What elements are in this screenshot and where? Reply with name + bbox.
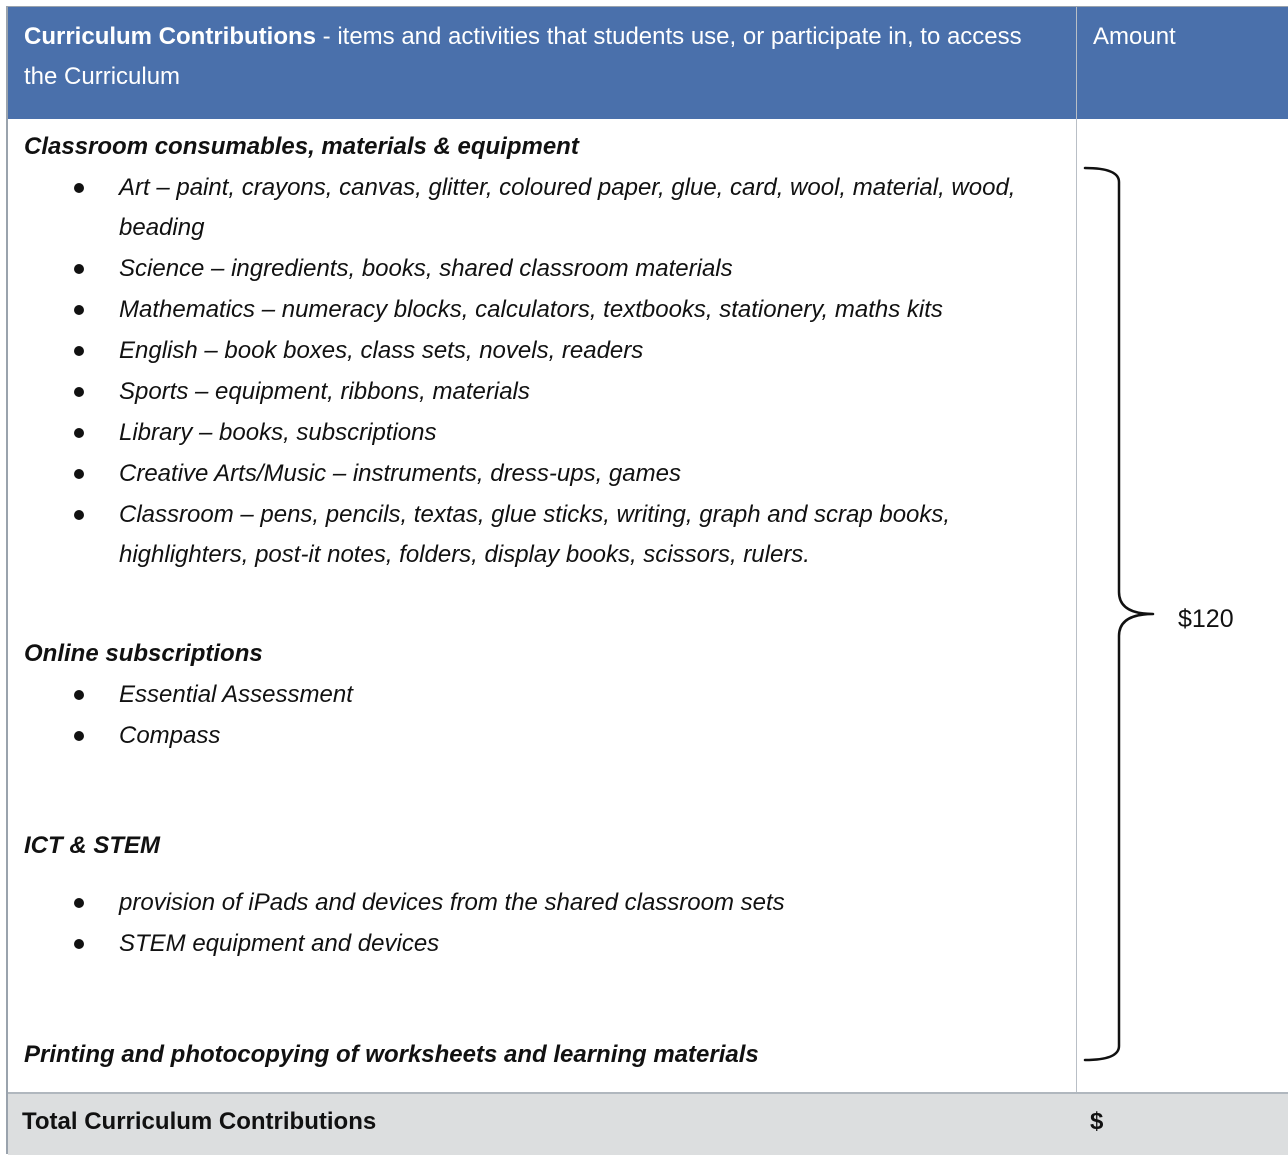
list-item-text: English – book boxes, class sets, novels, readers bbox=[119, 337, 644, 364]
curriculum-contributions-table bbox=[6, 6, 1288, 1154]
list-item-text: Science – ingredients, books, shared classroom materials bbox=[119, 255, 733, 282]
section-title-online: Online subscriptions bbox=[24, 640, 263, 667]
bullet-icon bbox=[74, 469, 84, 479]
section-title-ict: ICT & STEM bbox=[24, 832, 160, 859]
list-item bbox=[24, 168, 1069, 248]
bullet-icon bbox=[74, 183, 84, 193]
list-item bbox=[24, 495, 1069, 575]
amount-value: $120 bbox=[1178, 605, 1234, 633]
list-item bbox=[24, 413, 1069, 453]
bullet-icon bbox=[74, 305, 84, 315]
list-item bbox=[24, 249, 1069, 289]
list-item-text: Sports – equipment, ribbons, materials bbox=[119, 378, 530, 405]
list-item-text: Creative Arts/Music – instruments, dress-ups, games bbox=[119, 460, 681, 487]
list-item-text: Essential Assessment bbox=[119, 681, 353, 708]
list-item-text: Art – paint, crayons, canvas, glitter, coloured paper, glue, card, wool, material, wood, beading bbox=[119, 174, 1016, 241]
header-title-bold: Curriculum Contributions bbox=[24, 23, 316, 50]
bullet-icon bbox=[74, 387, 84, 397]
total-row bbox=[8, 1092, 1288, 1155]
list-item-text: Classroom – pens, pencils, textas, glue sticks, writing, graph and scrap books, highlighters, post-it notes, folders, display books, scissors, rulers. bbox=[119, 501, 951, 568]
bullet-icon bbox=[74, 731, 84, 741]
header-title-rest: - items and activities that students use, or participate in, to access the Curriculum bbox=[24, 23, 1022, 90]
section-title-printing: Printing and photocopying of worksheets and learning materials bbox=[24, 1041, 759, 1068]
bullet-icon bbox=[74, 939, 84, 949]
curly-brace-icon bbox=[1083, 162, 1163, 1062]
list-item bbox=[24, 331, 1069, 371]
total-value: $ bbox=[1090, 1108, 1104, 1135]
total-label: Total Curriculum Contributions bbox=[22, 1108, 377, 1135]
list-item-text: STEM equipment and devices bbox=[119, 930, 440, 957]
list-item-text: Compass bbox=[119, 722, 221, 749]
table-header-row bbox=[8, 7, 1288, 119]
bullet-icon bbox=[74, 510, 84, 520]
section-title-consumables: Classroom consumables, materials & equipment bbox=[24, 133, 579, 160]
header-description bbox=[24, 17, 1054, 97]
list-item bbox=[24, 372, 1069, 412]
list-item bbox=[24, 675, 1069, 715]
bullet-icon bbox=[74, 898, 84, 908]
list-item bbox=[24, 290, 1069, 330]
bullet-icon bbox=[74, 428, 84, 438]
list-item-text: Mathematics – numeracy blocks, calculators, textbooks, stationery, maths kits bbox=[119, 296, 943, 323]
ict-list bbox=[24, 883, 1069, 965]
list-item bbox=[24, 454, 1069, 494]
list-item-text: Library – books, subscriptions bbox=[119, 419, 437, 446]
column-divider bbox=[1076, 7, 1077, 1155]
header-amount-label: Amount bbox=[1093, 23, 1176, 50]
list-item-text: provision of iPads and devices from the shared classroom sets bbox=[119, 889, 785, 916]
bullet-icon bbox=[74, 264, 84, 274]
list-item bbox=[24, 883, 1069, 923]
list-item bbox=[24, 924, 1069, 964]
bullet-icon bbox=[74, 690, 84, 700]
bullet-icon bbox=[74, 346, 84, 356]
list-item bbox=[24, 716, 1069, 756]
online-list bbox=[24, 675, 1069, 757]
consumables-list bbox=[24, 168, 1069, 576]
